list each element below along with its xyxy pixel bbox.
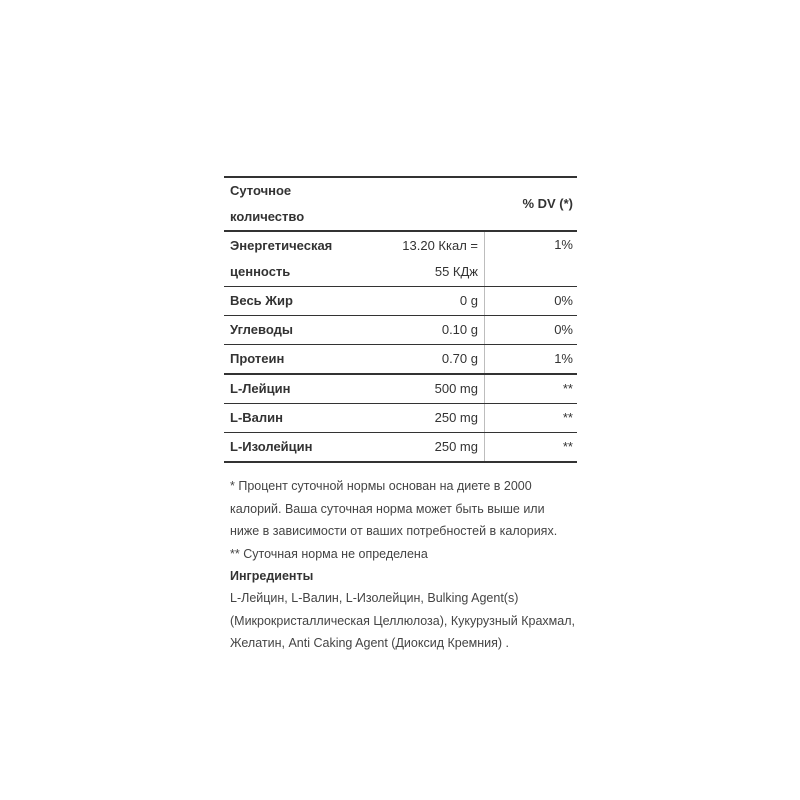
row-dv: ** xyxy=(485,433,578,463)
row-dv: 0% xyxy=(485,287,578,316)
row-amount: 500 mg xyxy=(368,374,485,404)
row-name-line1: Энергетическая xyxy=(230,238,333,253)
row-name: L-Лейцин xyxy=(224,374,368,404)
nutrition-facts-table xyxy=(224,176,577,463)
table-row-isoleucine xyxy=(224,433,577,463)
row-name xyxy=(224,231,368,287)
table-row-valine xyxy=(224,404,577,433)
row-dv: 1% xyxy=(485,345,578,375)
footnote-not-established: ** Суточная норма не определена xyxy=(230,546,428,561)
row-dv: 0% xyxy=(485,316,578,345)
header-amount xyxy=(368,177,485,231)
footnote-daily-value: * Процент суточной нормы основан на диете в 2000 калорий. Ваша суточная норма может быть выше или ниже в зависимости от ваших потребностей в калориях. xyxy=(230,479,558,538)
row-name: Углеводы xyxy=(224,316,368,345)
table-row-protein xyxy=(224,345,577,375)
row-dv: ** xyxy=(485,404,578,433)
row-amount: 0.10 g xyxy=(368,316,485,345)
ingredients-text: L-Лейцин, L-Валин, L-Изолейцин, Bulking Agent(s) (Микрокристаллическая Целлюлоза), Кукурузный Крахмал, Желатин, Anti Caking Agent (Диоксид Кремния) . xyxy=(230,591,575,650)
row-amount: 250 mg xyxy=(368,433,485,463)
row-amount: 250 mg xyxy=(368,404,485,433)
row-amount xyxy=(368,231,485,287)
table-row-carbs xyxy=(224,316,577,345)
table-row-energy xyxy=(224,231,577,287)
table-header-row xyxy=(224,177,577,231)
row-dv: 1% xyxy=(485,231,578,287)
table-row-leucine xyxy=(224,374,577,404)
row-dv: ** xyxy=(485,374,578,404)
row-name: Весь Жир xyxy=(224,287,368,316)
row-name: L-Валин xyxy=(224,404,368,433)
row-amount: 0 g xyxy=(368,287,485,316)
ingredients-title: Ингредиенты xyxy=(230,569,314,583)
row-amount: 0.70 g xyxy=(368,345,485,375)
row-name: Протеин xyxy=(224,345,368,375)
header-daily-amount: Суточное количество xyxy=(224,177,368,231)
footnotes xyxy=(224,475,577,565)
nutrition-panel xyxy=(224,176,577,655)
row-name: L-Изолейцин xyxy=(224,433,368,463)
table-row-fat xyxy=(224,287,577,316)
header-dv: % DV (*) xyxy=(485,177,578,231)
row-amount-line2: 55 КДж xyxy=(434,264,478,279)
row-amount-line1: 13.20 Ккал = xyxy=(402,238,478,253)
row-name-line2: ценность xyxy=(230,264,291,279)
